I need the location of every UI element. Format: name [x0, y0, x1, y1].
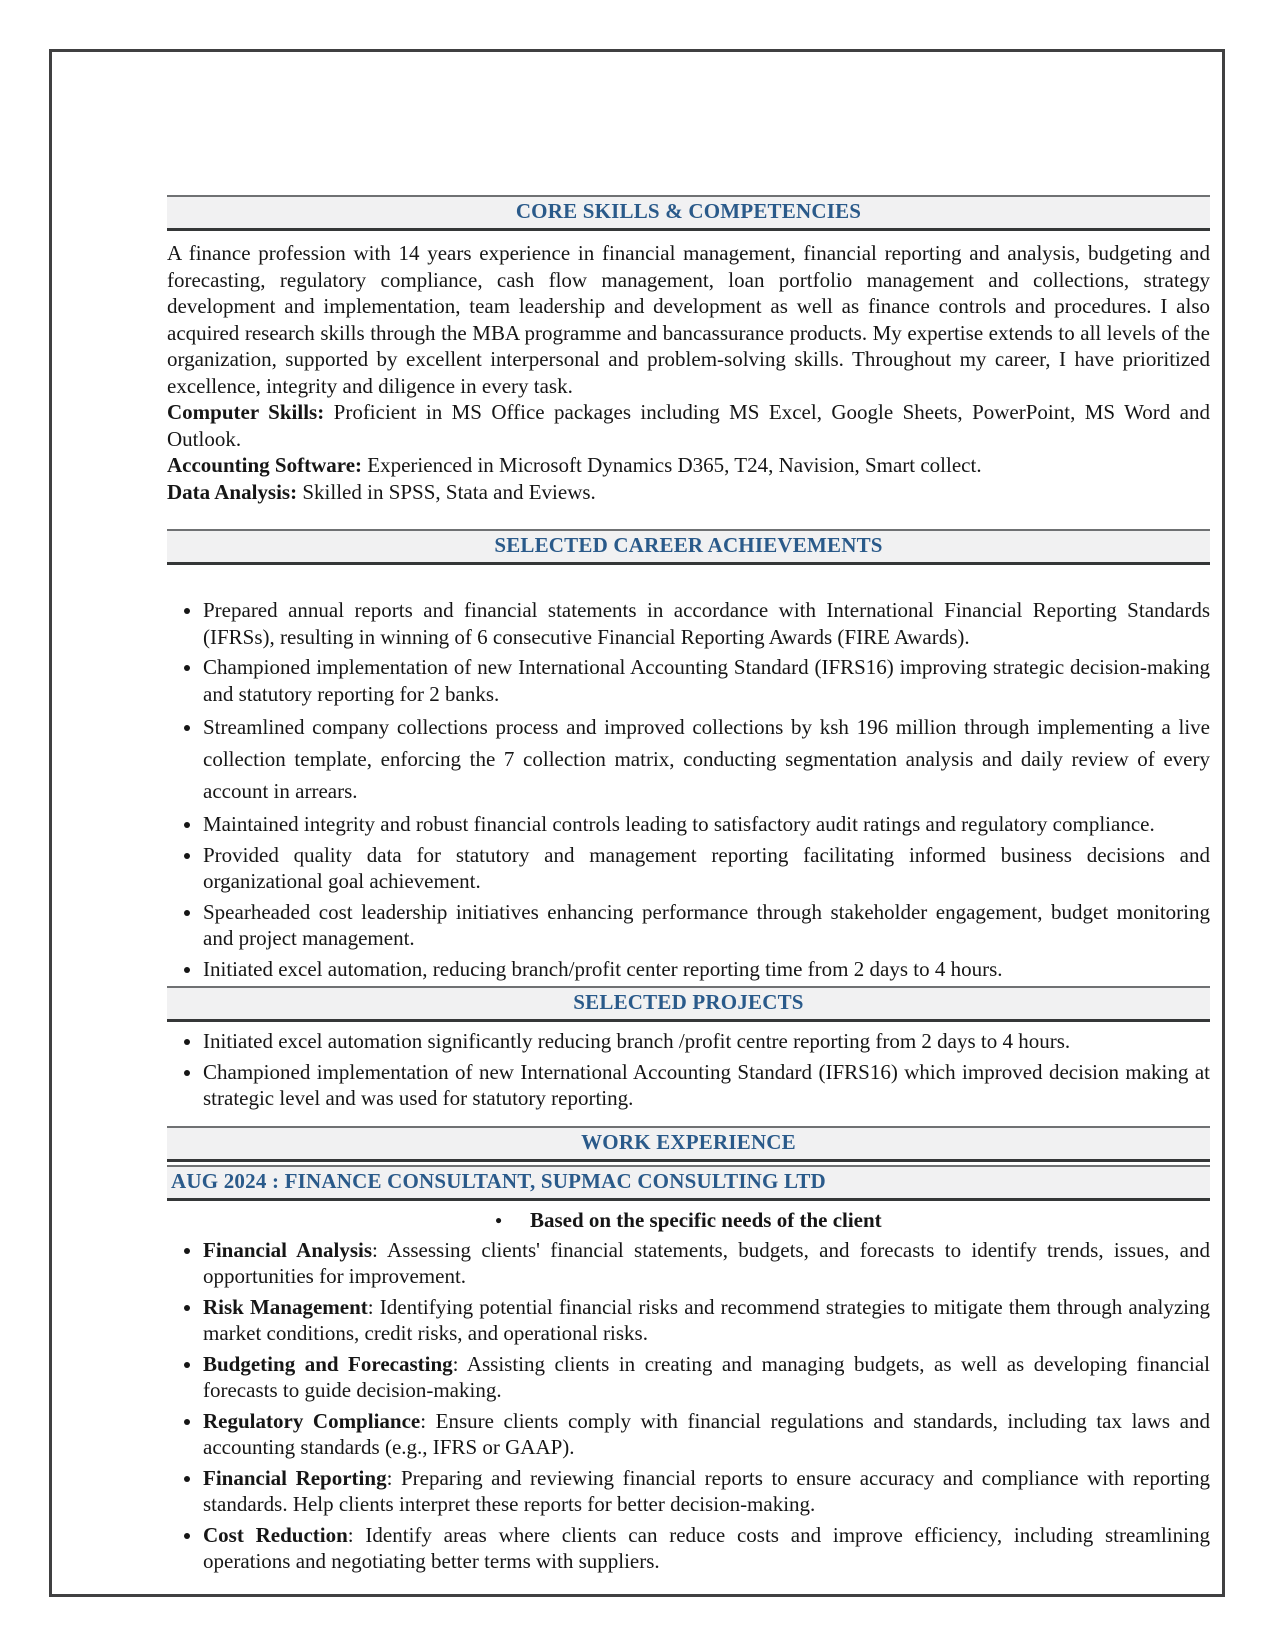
accounting-software-text: Experienced in Microsoft Dynamics D365, T24, Navision, Smart collect.	[367, 453, 982, 477]
list-item: • Championed implementation of new International Accounting Standard (IFRS16) which improved decision making at strategic level and was used for statutory reporting.	[203, 1059, 1210, 1112]
work-duties-list	[167, 1237, 1210, 1575]
duty-label: Financial Reporting	[203, 1465, 387, 1490]
data-analysis-text: Skilled in SPSS, Stata and Eviews.	[302, 479, 596, 504]
data-analysis-label: Data Analysis:	[167, 479, 298, 504]
profile-summary-paragraph: A finance profession with 14 years experience in financial management, financial reporting and analysis, budgeting and forecasting, regulatory compliance, cash flow management, loan portfolio management and collections, strategy development and implementation, team leadership and development as well as finance controls and procedures. I also acquired research skills through the MBA programme and bancassurance products. My expertise extends to all levels of the organization, supported by excellent interpersonal and problem-solving skills. Throughout my career, I have prioritized excellence, integrity and diligence in every task.	[167, 241, 1210, 398]
accounting-software-label: Accounting Software:	[167, 453, 363, 477]
section-title: SELECTED PROJECTS	[573, 990, 804, 1014]
list-item: • Streamlined company collections process and improved collections by ksh 196 million through implementing a live collection template, enforcing the 7 collection matrix, conducting segmentation analysis and daily review of every account in arrears.	[203, 711, 1210, 807]
role-header-finance-consultant	[167, 1165, 1210, 1201]
list-item	[203, 1294, 1210, 1347]
section-title: WORK EXPERIENCE	[581, 1129, 796, 1154]
list-item: • Provided quality data for statutory and management reporting facilitating informed business decisions and organizational goal achievement.	[203, 842, 1210, 895]
duty-text: : Identifying potential financial risks and recommend strategies to mitigate them through analyzing market conditions, credit risks, and operational risks.	[203, 1294, 1210, 1345]
list-item	[203, 1522, 1210, 1575]
page-border-frame	[49, 49, 1225, 1597]
section-header-projects	[167, 986, 1210, 1022]
duty-text: : Preparing and reviewing financial reports to ensure accuracy and compliance with reporting standards. Help clients interpret these reports for better decision-making.	[203, 1465, 1210, 1516]
section-title: SELECTED CAREER ACHIEVEMENTS	[494, 533, 883, 557]
duty-label: Regulatory Compliance	[203, 1408, 421, 1433]
list-item: • Spearheaded cost leadership initiatives enhancing performance through stakeholder engagement, budget monitoring and project management.	[203, 899, 1210, 952]
list-item: • Initiated excel automation, reducing branch/profit center reporting time from 2 days to 4 hours.	[203, 956, 1210, 983]
duty-label: Risk Management	[203, 1294, 368, 1319]
projects-list	[167, 1028, 1210, 1112]
list-item	[203, 1351, 1210, 1404]
role-intro-text: Based on the specific needs of the client	[529, 1207, 882, 1232]
duty-label: Cost Reduction	[203, 1522, 348, 1547]
duty-text: : Assisting clients in creating and managing budgets, as well as developing financial forecasts to guide decision-making.	[203, 1351, 1210, 1402]
role-title: AUG 2024 : FINANCE CONSULTANT, SUPMAC CONSULTING LTD	[171, 1168, 826, 1193]
duty-label: Budgeting and Forecasting	[203, 1351, 453, 1376]
section-title: CORE SKILLS & COMPETENCIES	[515, 199, 862, 223]
list-item: • Initiated excel automation significantly reducing branch /profit centre reporting from 2 days to 4 hours.	[203, 1028, 1210, 1055]
section-header-work-experience	[167, 1126, 1210, 1162]
resume-content	[167, 195, 1210, 1579]
section-header-achievements	[167, 529, 1210, 565]
computer-skills-line	[167, 399, 1210, 452]
achievements-list	[167, 597, 1210, 982]
duty-text: : Assessing clients' financial statements, budgets, and forecasts to identify trends, issues, and opportunities for improvement.	[203, 1237, 1210, 1288]
list-item: • Maintained integrity and robust financial controls leading to satisfactory audit ratings and regulatory compliance.	[203, 811, 1210, 838]
section-header-core-skills	[167, 195, 1210, 231]
list-item	[203, 1237, 1210, 1290]
duty-label: Financial Analysis	[203, 1237, 373, 1262]
bullet-icon: •	[495, 1210, 502, 1232]
list-item: • Championed implementation of new International Accounting Standard (IFRS16) improving strategic decision-making and statutory reporting for 2 banks.	[203, 654, 1210, 707]
accounting-software-line	[167, 452, 1210, 479]
computer-skills-label: Computer Skills:	[167, 400, 325, 424]
list-item	[203, 1408, 1210, 1461]
data-analysis-line	[167, 479, 1210, 506]
list-item: • Prepared annual reports and financial statements in accordance with International Financial Reporting Standards (IFRSs), resulting in winning of 6 consecutive Financial Reporting Awards (FIRE Awards).	[203, 597, 1210, 650]
role-intro-bullet	[167, 1207, 1210, 1235]
duty-text: : Identify areas where clients can reduce costs and improve efficiency, including streamlining operations and negotiating better terms with suppliers.	[203, 1522, 1210, 1573]
computer-skills-text: Proficient in MS Office packages including MS Excel, Google Sheets, PowerPoint, MS Word and Outlook.	[167, 400, 1211, 451]
duty-text: : Ensure clients comply with financial regulations and standards, including tax laws and accounting standards (e.g., IFRS or GAAP).	[203, 1408, 1210, 1459]
list-item	[203, 1465, 1210, 1518]
